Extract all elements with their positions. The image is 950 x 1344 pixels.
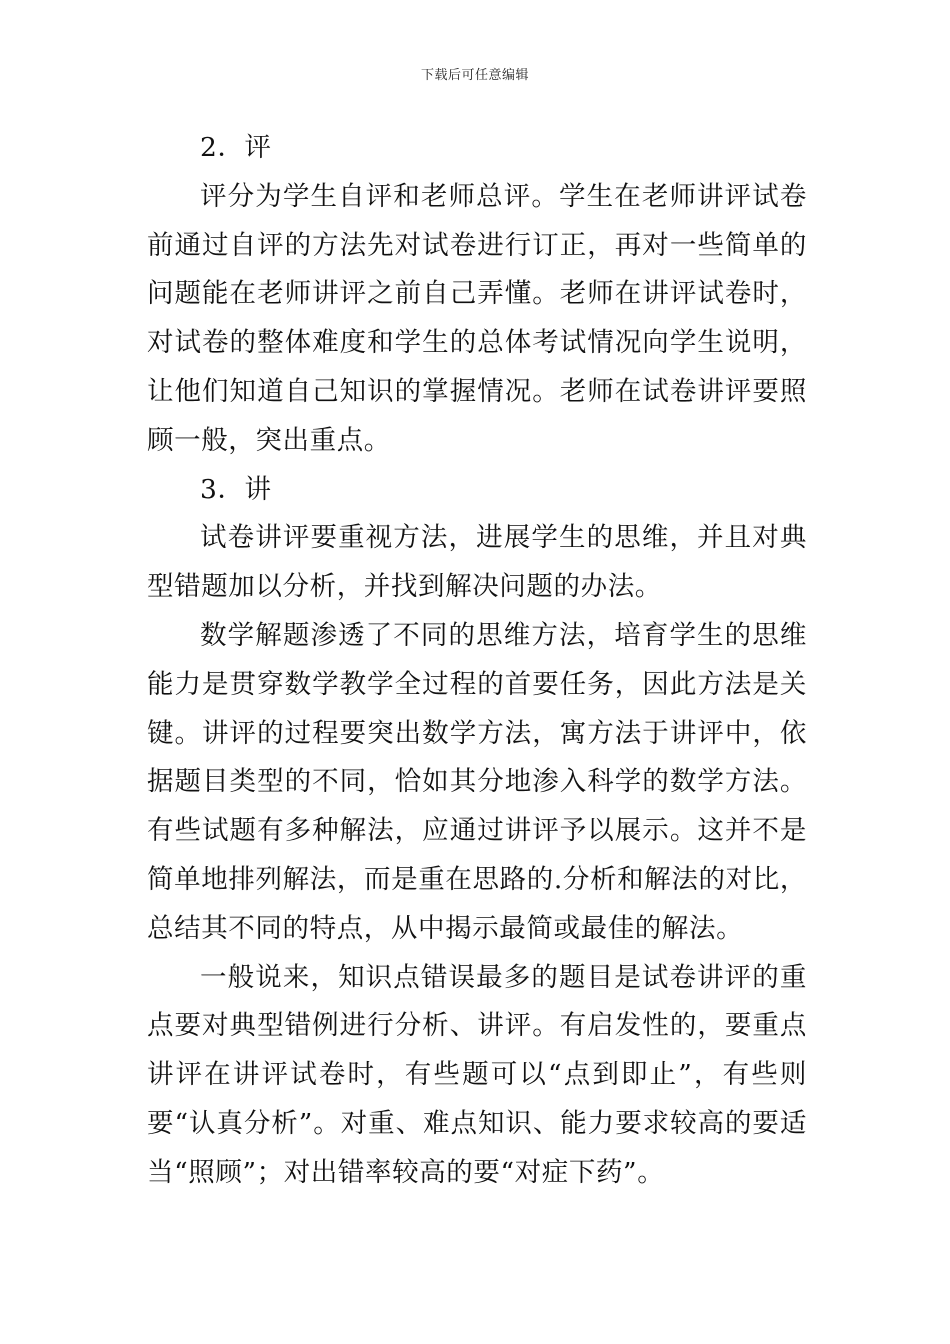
paragraph: 评分为学生自评和老师总评。学生在老师讲评试卷前通过自评的方法先对试卷进行订正，再对一些简单的问题能在老师讲评之前自己弄懂。老师在讲评试卷时，对试卷的整体难度和学生的总体考试情况向学生说明，让他们知道自己知识的掌握情况。老师在试卷讲评要照顾一般，突出重点。 bbox=[147, 180, 807, 456]
paragraph: 一般说来，知识点错误最多的题目是试卷讲评的重点要对典型错例进行分析、讲评。有启发性的，要重点讲评在讲评试卷时，有些题可以“点到即止”，有些则要“认真分析”。对重、难点知识、能力要求较高的要适当“照顾”；对出错率较高的要“对症下药”。 bbox=[147, 961, 807, 1188]
section-heading-3: 3．讲 bbox=[200, 473, 272, 505]
page-header: 下载后可任意编辑 bbox=[420, 68, 529, 83]
paragraph: 数学解题渗透了不同的思维方法，培育学生的思维能力是贯穿数学教学全过程的首要任务，因此方法是关键。讲评的过程要突出数学方法，寓方法于讲评中，依据题目类型的不同，恰如其分地渗入科学的数学方法。有些试题有多种解法，应通过讲评予以展示。这并不是简单地排列解法，而是重在思路的.分析和解法的对比，总结其不同的特点，从中揭示最简或最佳的解法。 bbox=[147, 619, 807, 944]
paragraph: 试卷讲评要重视方法，进展学生的思维，并且对典型错题加以分析，并找到解决问题的办法。 bbox=[147, 522, 807, 603]
section-heading-2: 2．评 bbox=[200, 132, 272, 163]
document-body bbox=[147, 124, 807, 1198]
